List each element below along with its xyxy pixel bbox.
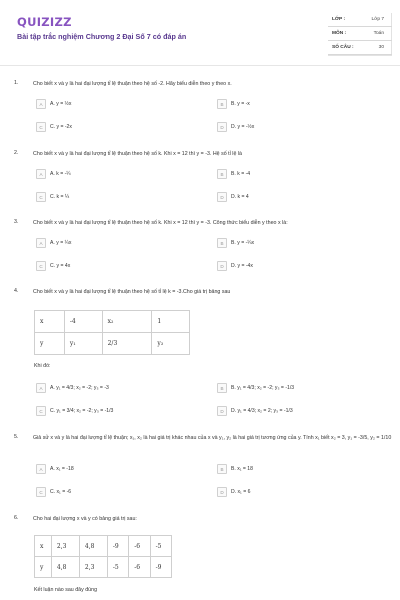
option-text: C. y = -2x: [50, 123, 72, 130]
option-letter: C: [36, 487, 46, 497]
answer-lead-in: Khi đó:: [34, 363, 51, 369]
option-letter: C: [36, 192, 46, 202]
option-text: D. x₁ = 6: [231, 488, 251, 495]
option-letter: D: [217, 406, 227, 416]
meta-row-subject: [328, 28, 392, 41]
table-cell: 4,8: [79, 536, 107, 557]
table-cell: 2,3: [79, 557, 107, 578]
question-text: Giả sử x và y là hai đại lượng tỉ lệ thuận; x₁, x₂ là hai giá trị khác nhau của x và y₁, y₂ là hai giá trị tương ứng của y. Tính x₁ biết x₂ = 3, y₁ = -3/5, y₂ = 1/10: [33, 435, 392, 441]
option-text: D. y = -½x: [231, 123, 255, 130]
table-cell: x: [35, 311, 65, 333]
question-number: 6.: [14, 515, 19, 521]
table-cell: y: [35, 333, 65, 355]
option-letter: A: [36, 464, 46, 474]
option-text: C. x₁ = -6: [50, 488, 72, 495]
question-text: Cho biết x và y là hai đại lượng tỉ lệ thuận theo hệ số tỉ lệ k = -3.Cho giá trị bảng sau: [33, 289, 231, 295]
question-text: Cho hai đại lượng x và y có bảng giá trị sau:: [33, 516, 137, 522]
table-cell: y₁: [64, 333, 102, 355]
option-text: D. y₁ = 4/3; x₂ = 2; y₃ = -1/3: [231, 407, 293, 414]
meta-value: Toán: [373, 31, 384, 36]
option-text: A. x₁ = -18: [50, 465, 74, 472]
option-letter: D: [217, 192, 227, 202]
meta-label: MÔN :: [332, 31, 347, 36]
option-letter: B: [217, 238, 227, 248]
option-letter: B: [217, 99, 227, 109]
option-letter: D: [217, 487, 227, 497]
table-cell: y₃: [152, 333, 190, 355]
table-cell: -6: [129, 557, 150, 578]
question-number: 4.: [14, 288, 19, 294]
meta-value: 30: [378, 45, 384, 50]
option-letter: B: [217, 464, 227, 474]
option-letter: B: [217, 383, 227, 393]
option-text: D. k = 4: [231, 193, 249, 200]
meta-row-count: [328, 42, 392, 55]
table-cell: -6: [129, 536, 150, 557]
question-number: 5.: [14, 434, 19, 440]
option-text: A. y₁ = 4/3; x₂ = -2; y₃ = -3: [50, 384, 109, 391]
table-cell: -9: [107, 536, 128, 557]
option-letter: B: [217, 169, 227, 179]
table-cell: 1: [152, 311, 190, 333]
question-number: 1.: [14, 80, 19, 86]
question-text: Cho biết x và y là hai đại lượng tỉ lệ thuận theo hệ số k. Khi x = 12 thì y = -3. Công thức biểu diễn y theo x là:: [33, 220, 288, 226]
question-follow-up: Kết luận nào sau đây đúng: [34, 587, 98, 593]
option-text: A. y = ¼x: [50, 239, 72, 246]
meta-label: LỚP :: [332, 17, 346, 22]
meta-value: Lớp 7: [371, 17, 384, 22]
table-cell: -5: [150, 536, 171, 557]
question-number: 3.: [14, 219, 19, 225]
option-text: A. y = ½x: [50, 100, 72, 107]
table-cell: -4: [64, 311, 102, 333]
table-cell: 4,8: [51, 557, 79, 578]
value-table: [34, 310, 190, 355]
option-text: B. k = -4: [231, 170, 251, 177]
option-text: B. x₁ = 18: [231, 465, 253, 472]
table-cell: -5: [107, 557, 128, 578]
option-text: A. k = -¼: [50, 170, 71, 177]
meta-row-class: [328, 14, 392, 27]
table-cell: y: [35, 557, 52, 578]
option-text: C. y = 4x: [50, 262, 71, 269]
meta-label: SỐ CÂU :: [332, 45, 354, 50]
option-letter: C: [36, 122, 46, 132]
table-cell: x₂: [102, 311, 152, 333]
option-letter: C: [36, 261, 46, 271]
option-text: B. y = -x: [231, 100, 250, 107]
option-text: D. y = -4x: [231, 262, 253, 269]
option-letter: A: [36, 383, 46, 393]
table-cell: -9: [150, 557, 171, 578]
option-text: C. y₁ = 3/4; x₂ = -2; y₃ = -1/3: [50, 407, 114, 414]
question-text: Cho biết x và y là hai đại lượng tỉ lệ thuận theo hệ số k. Khi x = 12 thì y = -3. Hệ số tỉ lệ là: [33, 151, 243, 157]
question-number: 2.: [14, 150, 19, 156]
value-table: [34, 535, 172, 578]
option-letter: D: [217, 122, 227, 132]
header-divider: [0, 65, 400, 66]
option-text: C. k = ¼: [50, 193, 70, 200]
option-letter: C: [36, 406, 46, 416]
option-text: B. y = -¼x: [231, 239, 255, 246]
option-text: B. y₁ = 4/3; x₂ = -2; y₃ = -1/3: [231, 384, 295, 391]
table-cell: x: [35, 536, 52, 557]
question-text: Cho biết x và y là hai đại lượng tỉ lệ thuận theo hệ số -2. Hãy biểu diễn theo y theo x.: [33, 81, 232, 87]
option-letter: D: [217, 261, 227, 271]
quizizz-logo: QUIZIZZ: [17, 15, 72, 29]
table-cell: 2/3: [102, 333, 152, 355]
table-cell: 2,3: [51, 536, 79, 557]
option-letter: A: [36, 99, 46, 109]
option-letter: A: [36, 169, 46, 179]
option-letter: A: [36, 238, 46, 248]
worksheet-title: Bài tập trắc nghiệm Chương 2 Đại Số 7 có đáp án: [17, 32, 187, 41]
